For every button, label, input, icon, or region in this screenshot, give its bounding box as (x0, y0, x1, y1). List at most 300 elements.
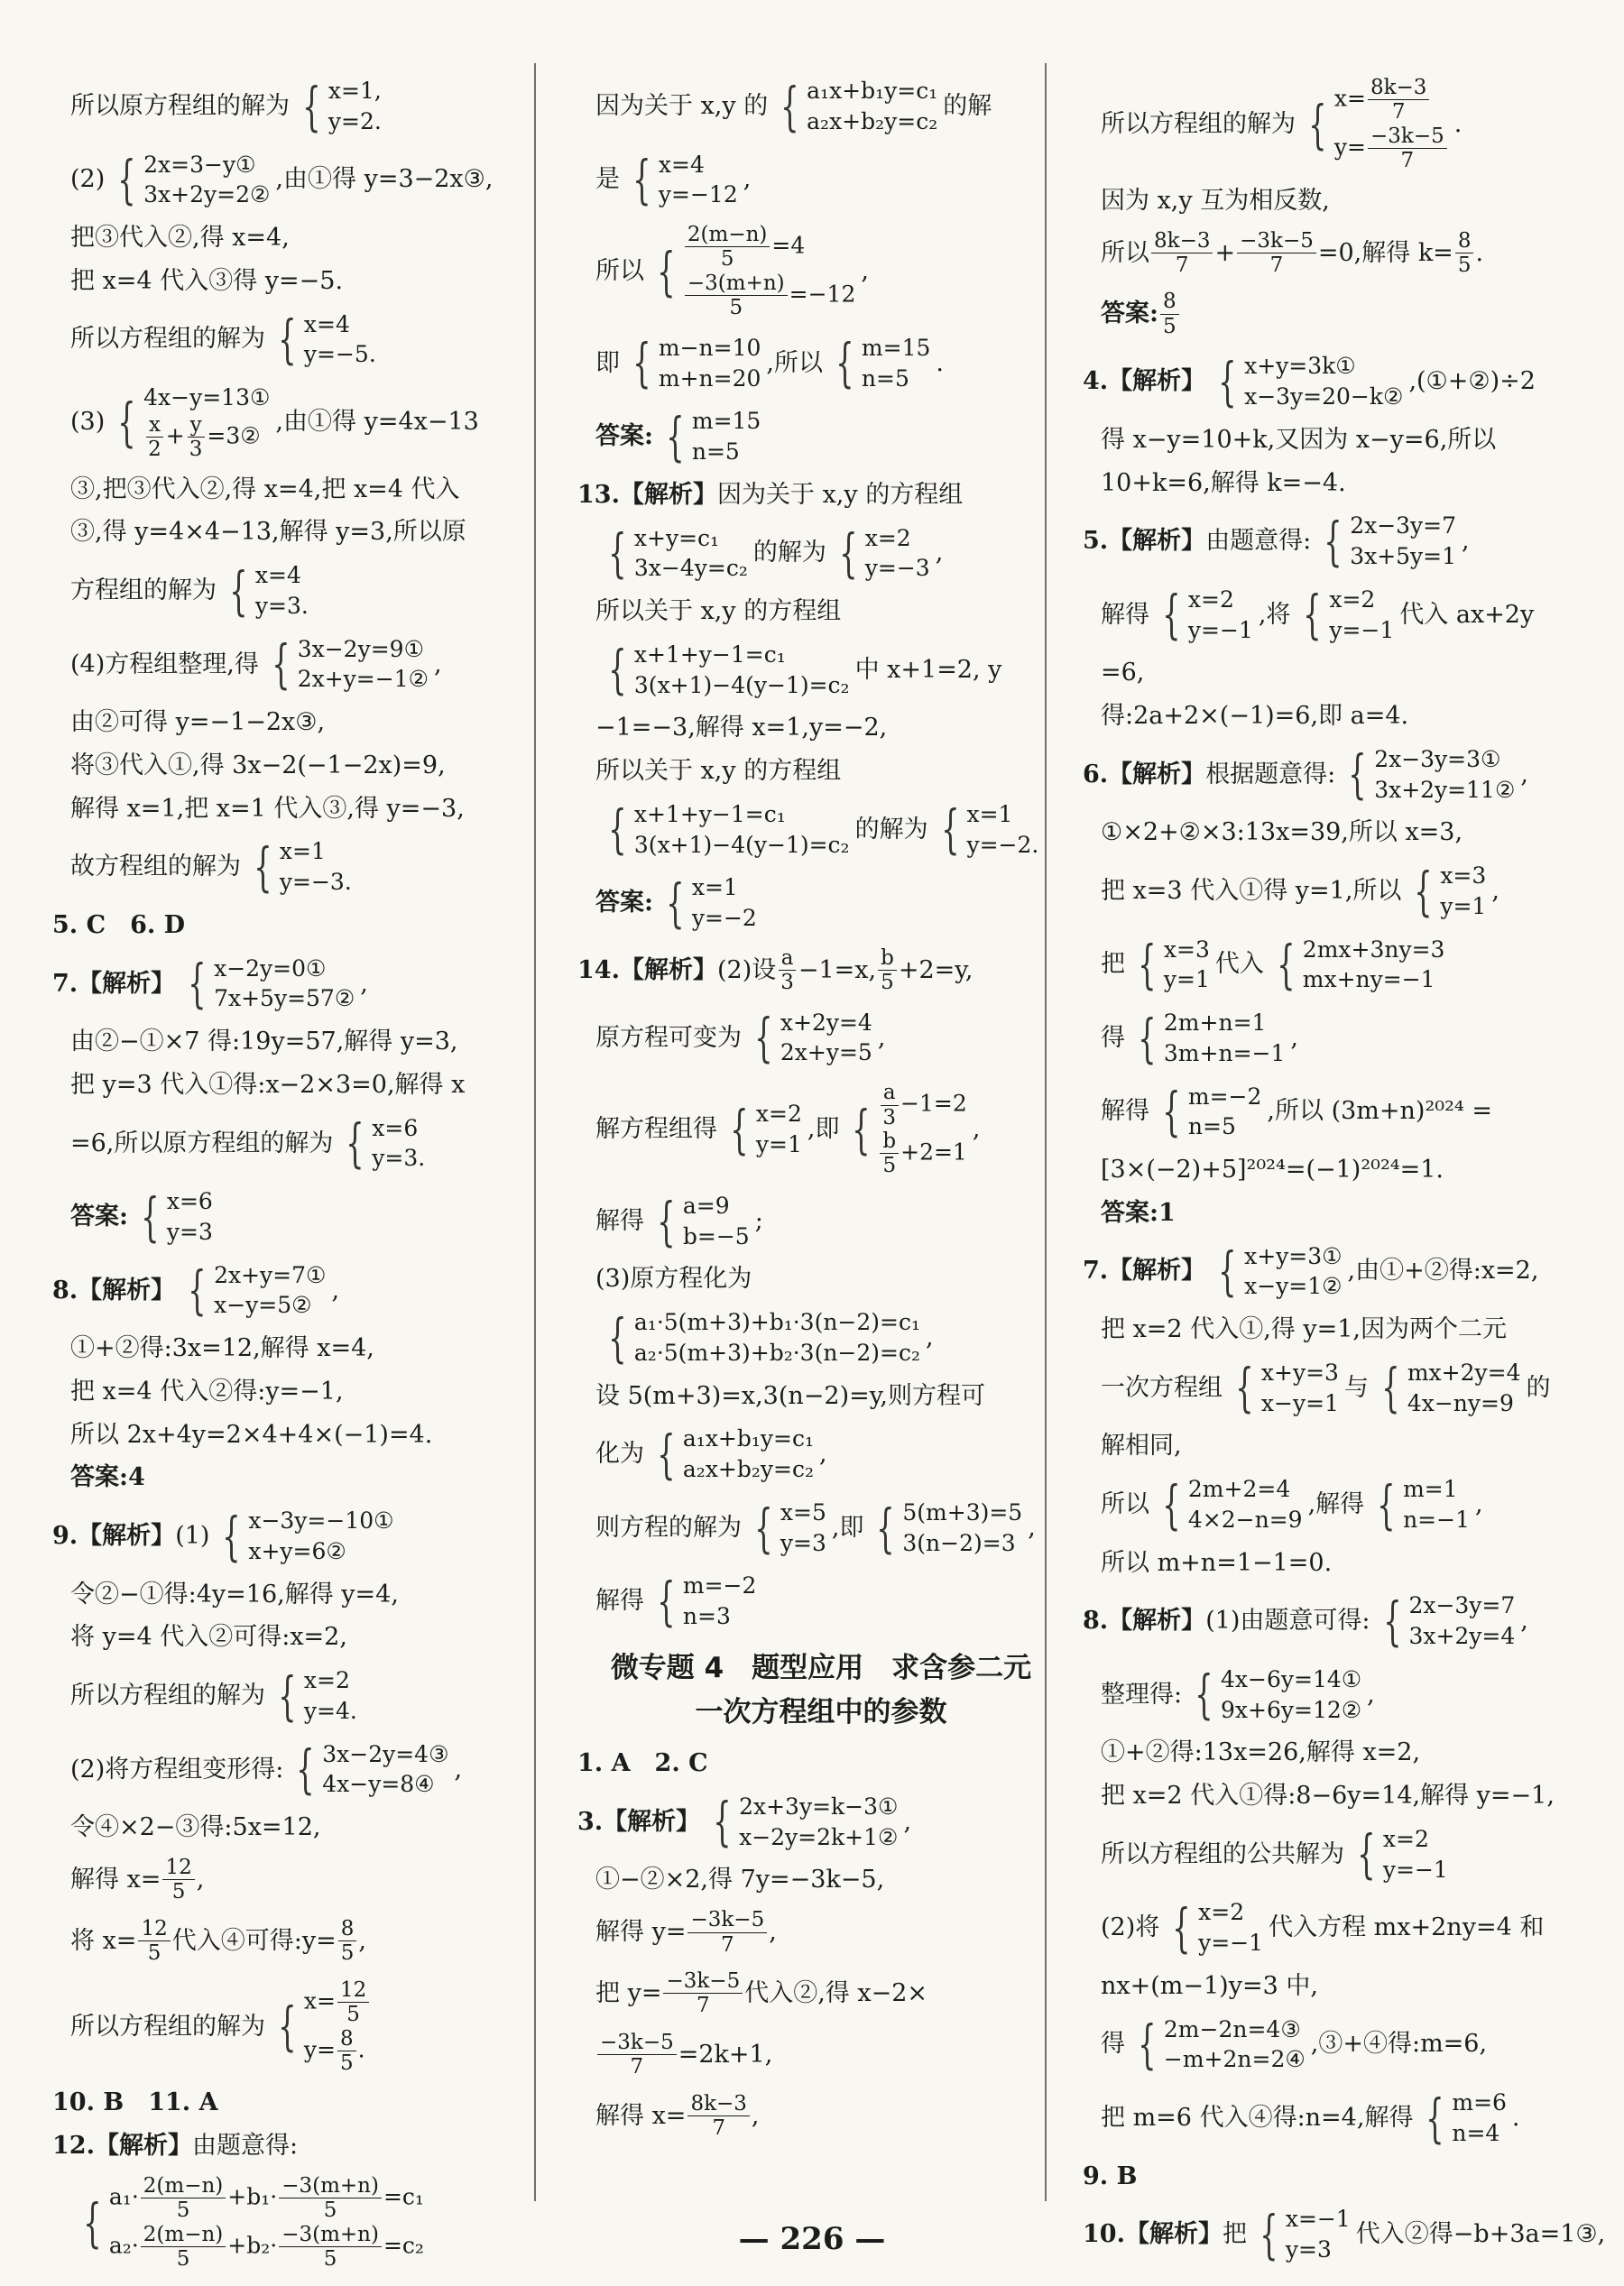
question-label: 10.【解析】 (1083, 2220, 1223, 2249)
equation-system (271, 309, 376, 371)
solution-text: 得 (1101, 1023, 1125, 1052)
solution-line (52, 1506, 540, 1567)
equation-row (304, 339, 376, 370)
brace-symbol: { (1303, 584, 1323, 646)
solution-line (577, 1008, 1065, 1069)
solution-line (52, 1420, 540, 1451)
equation-text: 5(m+3)=5 (902, 1498, 1023, 1526)
page-number: — 226 — (738, 2221, 886, 2257)
solution-text: ,由①+②得:x=2, (1347, 1257, 1539, 1286)
solution-text: , (903, 1807, 912, 1836)
equation-row (756, 1129, 802, 1160)
equation-row (659, 150, 738, 180)
brace-symbol: { (296, 1738, 315, 1801)
solution-text: , (743, 165, 752, 194)
equation-text: m=6 (1452, 2089, 1507, 2115)
equation-text: m=15 (691, 408, 761, 435)
fraction-denominator: 5 (346, 2003, 360, 2027)
equation-row (1452, 2088, 1507, 2118)
question-label: 5.【解析】 (1083, 527, 1206, 556)
equation-system (1407, 861, 1486, 922)
equation-system (650, 1571, 756, 1632)
solution-line (1083, 351, 1570, 412)
question-label: 7.【解析】 (1083, 1257, 1206, 1286)
equation-row (739, 1822, 898, 1853)
solution-text: , (434, 650, 442, 678)
equation-row (1164, 2044, 1306, 2075)
fraction (337, 1978, 369, 2027)
equation-system (1376, 1590, 1516, 1652)
equation-row (683, 1454, 814, 1485)
equation-row (1374, 744, 1515, 775)
equation-row (1164, 935, 1210, 965)
equation-text: x=2 (1329, 585, 1376, 613)
fraction-numerator: a (779, 946, 797, 971)
solution-text: , (877, 1023, 886, 1052)
fraction (880, 1129, 899, 1178)
equation-row (807, 106, 937, 137)
equation-text: 2x−3y=7 (1350, 512, 1457, 539)
solution-line (577, 523, 1065, 585)
solution-text: 化为 (595, 1440, 644, 1469)
solution-text: 是 (595, 165, 620, 194)
equation-row (739, 1792, 898, 1822)
equation-text: x+y=c₁ (633, 524, 720, 551)
fraction-denominator: 5 (340, 1941, 355, 1966)
equation-text: 3x−4y=c₂ (633, 555, 748, 582)
equation-text: x−3y=−10① (248, 1507, 394, 1535)
solution-line (577, 2031, 1065, 2079)
question-label: 6.【解析】 (1083, 760, 1206, 788)
equation-text: mx+ny=−1 (1302, 966, 1435, 993)
solution-line (577, 1748, 1065, 1779)
solution-text: 所以关于 x,y 的方程组 (595, 597, 842, 625)
solution-line (1083, 1082, 1570, 1143)
equation-text: x+y=3k① (1244, 353, 1356, 380)
solution-text: 把 x=2 代入①得:8−6y=14,解得 y=−1, (1101, 1782, 1555, 1810)
equation-text: m+n=20 (658, 364, 761, 392)
brace-symbol: { (852, 1098, 872, 1160)
solution-text: 得:2a+2×(−1)=6,即 a=4. (1101, 702, 1409, 730)
equation-text: x=5 (780, 1498, 826, 1526)
solution-text: 因为 x,y 互为相反数, (1101, 186, 1330, 215)
brace-symbol: { (188, 953, 207, 1015)
solution-line (1083, 1241, 1570, 1303)
solution-text: 代入 ax+2y (1399, 600, 1535, 629)
solution-text: . (1511, 2103, 1520, 2132)
fraction (1368, 124, 1447, 173)
equation-text: y=3. (254, 592, 309, 619)
equation-system (601, 799, 850, 861)
equation-text: + (165, 422, 185, 449)
answer-column-middle (577, 63, 1065, 2153)
equation-row (1164, 964, 1210, 995)
equation-row (280, 836, 352, 867)
solution-text: (1) (175, 1522, 210, 1550)
brace-symbol: { (1218, 350, 1237, 412)
equation-row (328, 106, 382, 137)
solution-line (52, 1333, 540, 1364)
equation-row (1164, 1038, 1285, 1069)
question-label: 7.【解析】 (52, 969, 176, 998)
equation-row (1408, 1621, 1515, 1652)
solution-line (1083, 1358, 1570, 1419)
solution-text: 解得 (595, 1587, 644, 1616)
equation-text: y=−12 (658, 181, 738, 208)
solution-text: 所以关于 x,y 的方程组 (595, 757, 842, 785)
equation-text: −m+2n=2④ (1163, 2046, 1306, 2073)
brace-symbol: { (1324, 510, 1343, 572)
solution-text: +2=y, (898, 955, 973, 984)
fraction-numerator: 8k−3 (1368, 76, 1429, 100)
solution-text: 方程组的解为 (70, 576, 217, 604)
equation-row (780, 1528, 826, 1559)
solution-line (577, 480, 1065, 511)
equation-text: y=3 (166, 1218, 213, 1245)
fraction (337, 2027, 356, 2076)
fraction-denominator: 3 (189, 438, 203, 462)
equation-row (248, 1536, 393, 1567)
solution-text: , (1290, 1023, 1298, 1052)
equation-row (214, 983, 355, 1014)
solution-line (1083, 1431, 1570, 1461)
solution-text: , (454, 1755, 463, 1784)
solution-text: 所以原方程组的解为 (70, 91, 290, 120)
equation-system (659, 406, 761, 467)
equation-row (1164, 1008, 1285, 1038)
equation-row (1188, 615, 1253, 646)
equation-text: x+y=3 (1260, 1359, 1339, 1386)
fraction-denominator: 7 (1175, 253, 1189, 277)
equation-row (1452, 2118, 1507, 2149)
brace-symbol: { (666, 405, 685, 467)
equation-row (143, 413, 270, 462)
equation-row (865, 523, 930, 554)
solution-line (1083, 585, 1570, 646)
equation-system (773, 76, 937, 137)
equation-row (780, 1037, 872, 1068)
equation-row (683, 1601, 757, 1632)
solution-line (577, 1264, 1065, 1295)
fraction-denominator: 7 (1269, 253, 1284, 277)
solution-text: 的解 (943, 91, 992, 120)
equation-row (902, 1498, 1022, 1528)
solution-line (1083, 76, 1570, 173)
equation-text: 2x−3y=3① (1374, 745, 1501, 772)
fraction (687, 1908, 767, 1957)
answer-column-left (52, 63, 540, 2284)
solution-line (52, 910, 540, 941)
solution-line (52, 150, 540, 211)
solution-text: ①+②得:13x=26,解得 x=2, (1101, 1738, 1421, 1767)
equation-system (134, 1186, 213, 1248)
equation-text: x−2y=2k+1② (739, 1823, 899, 1850)
solution-text: ,由①得 y=4x−13 (275, 407, 479, 436)
fraction-denominator: 5 (147, 1941, 161, 1966)
solution-line (1083, 1590, 1570, 1652)
brace-symbol: { (1138, 934, 1157, 996)
equation-text: n=5 (1187, 1113, 1236, 1140)
question-label: 3.【解析】 (577, 1807, 701, 1836)
brace-symbol: { (117, 391, 136, 453)
solution-line (1083, 1824, 1570, 1885)
equation-row (634, 523, 748, 554)
solution-text: 代入④可得:y= (171, 1926, 337, 1955)
equation-row (1188, 1505, 1303, 1535)
fraction-denominator: 7 (697, 1994, 710, 2018)
brace-symbol: { (1172, 1896, 1191, 1959)
equation-text: 2x+y=7① (214, 1261, 327, 1288)
equation-row (372, 1143, 425, 1174)
equation-row (167, 1186, 213, 1217)
equation-text: x= (1333, 85, 1366, 112)
solution-text: 设 5(m+3)=x,3(n−2)=y,则方程可 (595, 1381, 985, 1410)
equation-text: x=2 (1187, 585, 1234, 613)
solution-text: ,由①得 y=3−2x③, (275, 165, 494, 194)
equation-row (1244, 1241, 1342, 1272)
equation-text: n=5 (691, 438, 740, 465)
equation-text: 2x−3y=7 (1408, 1592, 1516, 1619)
equation-row (683, 1221, 750, 1252)
fraction (279, 2174, 382, 2223)
equation-text: y=3 (1285, 2236, 1332, 2263)
equation-row (683, 1191, 750, 1221)
equation-row (255, 560, 309, 591)
solution-text: 所以方程组的公共解为 (1101, 1839, 1344, 1868)
brace-symbol: { (1162, 1081, 1181, 1143)
solution-line (1083, 1008, 1570, 1069)
equation-row (1440, 861, 1486, 891)
solution-text: , (972, 1115, 981, 1144)
solution-line (577, 946, 1065, 995)
solution-text: 把 (1101, 950, 1125, 979)
equation-system (1296, 585, 1394, 646)
equation-text: . (357, 2035, 365, 2062)
question-label: 4.【解析】 (1083, 367, 1206, 396)
question-label: 5. C 6. D (52, 910, 186, 939)
column-divider (534, 63, 536, 2201)
equation-row (1334, 124, 1449, 173)
brace-symbol: { (608, 522, 627, 585)
equation-text: y=−2. (966, 831, 1039, 858)
equation-row (143, 150, 270, 180)
solution-line (52, 1580, 540, 1610)
equation-row (1350, 541, 1456, 572)
fraction-denominator: 5 (171, 1880, 186, 1904)
solution-line (1083, 2088, 1570, 2149)
solution-line (52, 634, 540, 696)
fraction-numerator: −3k−5 (1237, 229, 1316, 253)
solution-text: 解得 (1101, 600, 1149, 629)
equation-row (1334, 76, 1449, 124)
brace-symbol: { (657, 240, 676, 302)
brace-symbol: { (1260, 2203, 1278, 2265)
question-label: 9. B (1083, 2162, 1138, 2190)
solution-line (52, 2088, 540, 2118)
equation-row (1403, 1474, 1470, 1505)
fraction-numerator: a (881, 1081, 899, 1105)
fraction-numerator: 8 (338, 1917, 357, 1941)
solution-text: 由题意得: (1205, 527, 1312, 556)
solution-text: . (1453, 110, 1463, 138)
equation-text: a₁·5(m+3)+b₁·3(n−2)=c₁ (633, 1309, 921, 1336)
solution-text: 所以 m+n=1−1=0. (1101, 1548, 1333, 1577)
equation-system (338, 1113, 425, 1175)
equation-text: a₂x+b₂y=c₂ (682, 1456, 814, 1483)
fraction-denominator: 5 (323, 2198, 337, 2223)
equation-text: 7x+5y=57② (214, 985, 355, 1012)
question-label: 1. A 2. C (577, 1749, 708, 1778)
equation-text: 3x+5y=1 (1350, 543, 1457, 569)
brace-symbol: { (632, 332, 651, 394)
solution-text: 由②−①×7 得:19y=57,解得 y=3, (70, 1028, 458, 1056)
solution-line (52, 475, 540, 505)
solution-line (577, 1908, 1065, 1957)
solution-line (577, 1424, 1065, 1485)
brace-symbol: { (1277, 934, 1296, 996)
solution-text: , (926, 1323, 934, 1351)
fraction-numerator: 8 (1160, 290, 1179, 314)
equation-system (1301, 76, 1449, 173)
fraction-denominator: 5 (882, 1154, 897, 1178)
brace-symbol: { (657, 1190, 676, 1252)
equation-text: y=1 (1440, 892, 1487, 919)
solution-line (52, 1113, 540, 1175)
equation-text: 2m+n=1 (1163, 1009, 1267, 1036)
equation-row (683, 223, 855, 272)
equation-text: x−3y=20−k② (1244, 383, 1404, 410)
equation-row (878, 1129, 966, 1178)
equation-system (1350, 1824, 1448, 1885)
solution-text: 解相同, (1101, 1432, 1182, 1461)
equation-text: 3m+n=−1 (1163, 1039, 1286, 1066)
solution-line (1083, 1548, 1570, 1579)
equation-text: y=−2 (691, 905, 757, 931)
equation-text: 3x−2y=4③ (322, 1740, 449, 1767)
solution-text: ; (754, 1206, 763, 1235)
equation-text: 4x−y=13① (143, 384, 271, 410)
solution-text: 把 (1222, 2220, 1247, 2249)
equation-text: 2mx+3ny=3 (1302, 936, 1445, 963)
equation-text: +b₂· (227, 2232, 278, 2259)
fraction-numerator: 2(m−n) (141, 2174, 226, 2198)
solution-line (52, 1665, 540, 1727)
solution-text: 解得 x= (595, 2101, 687, 2130)
solution-text: 得 (1101, 2030, 1125, 2059)
equation-row (298, 664, 429, 695)
equation-text: m=−2 (1187, 1083, 1262, 1110)
solution-text: (2)设 (716, 955, 777, 984)
equation-row (634, 799, 850, 830)
equation-text: a₁· (108, 2183, 139, 2210)
equation-system (650, 1424, 814, 1485)
solution-line (52, 1462, 540, 1493)
equation-row (248, 1506, 393, 1536)
fraction-numerator: −3(m+n) (279, 2223, 382, 2247)
brace-symbol: { (1308, 93, 1327, 155)
equation-text: a₂x+b₂y=c₂ (807, 107, 938, 134)
equation-text: x=2 (864, 524, 911, 551)
fraction (778, 946, 797, 995)
solution-text: 令②−①得:4y=16,解得 y=4, (70, 1580, 399, 1608)
equation-system (601, 640, 850, 701)
question-label: 13.【解析】 (577, 480, 717, 509)
equation-text: x=3 (1163, 936, 1210, 963)
equation-text: x=−1 (1285, 2206, 1351, 2233)
equation-text: x=2 (303, 1667, 350, 1694)
equation-row (1188, 1082, 1262, 1112)
fraction-denominator: 7 (630, 2055, 644, 2079)
solution-text: −1=x, (798, 955, 877, 984)
solution-text: 一次方程组 (1101, 1373, 1223, 1402)
fraction-numerator: −3(m+n) (279, 2174, 382, 2198)
brace-symbol: { (278, 309, 297, 371)
fraction-numerator: 8k−3 (1151, 229, 1213, 253)
solution-text: 代入 (1214, 950, 1264, 979)
question-label: 答案: (595, 422, 653, 451)
brace-symbol: { (1414, 860, 1434, 922)
solution-text: 将③代入①,得 3x−2(−1−2x)=9, (70, 751, 446, 779)
equation-row (1383, 1824, 1448, 1855)
fraction-numerator: 2(m−n) (685, 223, 770, 247)
solution-text: ①×2+②×3:13x=39,所以 x=3, (1101, 818, 1463, 847)
equation-text: y=−3. (279, 869, 352, 896)
solution-text: 故方程组的解为 (70, 853, 241, 881)
fraction (187, 413, 206, 462)
brace-symbol: { (1381, 1357, 1400, 1419)
solution-line (1083, 290, 1570, 338)
equation-text: x=1, (328, 78, 382, 104)
equation-row (1221, 1664, 1361, 1695)
solution-text: 因为关于 x,y 的方程组 (716, 480, 964, 509)
equation-row (304, 2027, 371, 2076)
equation-text: 2x=3−y① (143, 151, 256, 178)
equation-system (601, 523, 748, 585)
solution-text: [3×(−2)+5]²⁰²⁴=(−1)²⁰²⁴=1. (1101, 1156, 1444, 1184)
question-label: 8.【解析】 (52, 1276, 176, 1304)
solution-line (1083, 1474, 1570, 1535)
brace-symbol: { (83, 2191, 102, 2254)
solution-text: ,即 (831, 1513, 864, 1542)
solution-line (577, 1307, 1065, 1369)
question-label: 答案:4 (70, 1463, 145, 1492)
equation-text: =4 (771, 232, 806, 259)
equation-row (214, 1260, 326, 1291)
equation-text: n=−1 (1403, 1506, 1470, 1533)
solution-text: ,所以 (766, 348, 824, 377)
equation-text: y= (303, 2035, 336, 2062)
equation-row (902, 1528, 1022, 1559)
solution-line (577, 1865, 1065, 1895)
fraction-denominator: 7 (712, 2116, 725, 2141)
solution-text: , (751, 2101, 760, 2130)
solution-text: ③,得 y=4×4−13,解得 y=3,所以原 (70, 518, 466, 547)
fraction (338, 1917, 357, 1966)
solution-text: 因为关于 x,y 的 (595, 91, 769, 120)
equation-row (322, 1769, 448, 1800)
solution-line (52, 836, 540, 898)
brace-symbol: { (754, 1007, 773, 1069)
solution-text: 将 x= (70, 1926, 137, 1955)
solution-text: 得 x−y=10+k,又因为 x−y=6,所以 (1101, 425, 1497, 454)
solution-text: , (935, 539, 944, 567)
brace-symbol: { (346, 1112, 364, 1175)
equation-row (1383, 1855, 1448, 1885)
fraction-numerator: −3(m+n) (685, 272, 788, 296)
solution-line (1083, 425, 1570, 456)
equation-text: 2x+y=5 (780, 1039, 872, 1066)
solution-text: 把 x=4 代入②得:y=−1, (70, 1377, 344, 1406)
